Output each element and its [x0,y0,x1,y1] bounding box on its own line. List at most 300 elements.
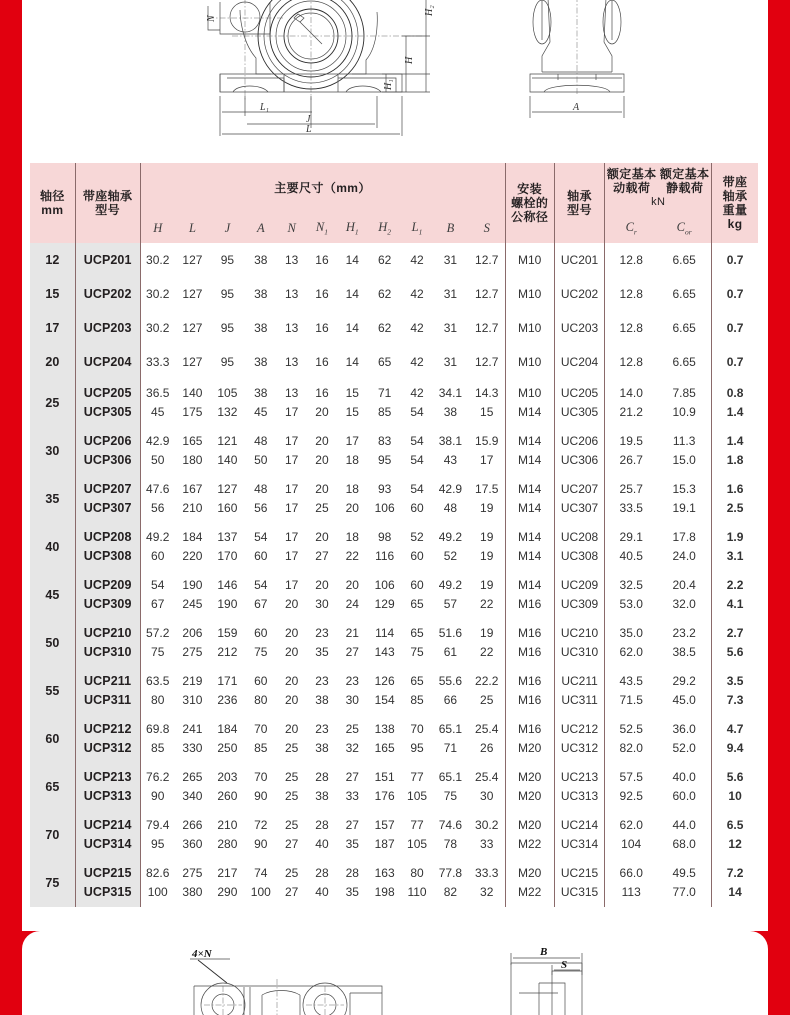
cell-dynamic-load-rating-value: 82.0 [619,741,643,755]
cell-bearing-unit-number [75,379,140,427]
cell-dynamic-load-rating-value: 104 [621,837,642,851]
cell-dim-L1 [402,475,432,523]
cell-mounting-bolt-value: M16 [518,722,542,737]
cell-mounting-bolt [505,379,554,427]
cell-dim-L-value: 220 [182,549,203,563]
cell-dim-H1-value: 18 [345,530,359,545]
cell-static-load-rating-value: 19.1 [672,501,696,515]
cell-dim-L-value: 266 [182,818,203,833]
cell-dynamic-load-rating-value: 12.8 [619,287,643,301]
cell-dim-L1 [402,427,432,475]
cell-bearing-number-value: UC208 [560,530,599,545]
cell-dynamic-load-rating [605,715,657,763]
cell-dim-L-value: 206 [182,626,203,641]
cell-static-load-rating-value: 38.5 [672,645,696,659]
cell-dim-H1 [337,859,367,907]
cell-dim-S [469,859,505,907]
cell-dim-B-value: 48 [443,501,458,515]
cell-dim-N-value: 17 [284,453,299,467]
cell-dim-N1-value: 27 [315,549,329,563]
cell-static-load-rating-value: 68.0 [672,837,696,851]
cell-dim-A [245,427,277,475]
cell-dim-N-value: 17 [284,578,299,593]
cell-bearing-number-value: UC206 [560,434,599,449]
cell-dim-L-value: 184 [182,530,203,545]
cell-dim-H2-value: 129 [374,597,395,611]
cell-static-load-rating-value: 52.0 [672,741,696,755]
cell-dim-L1-value: 52 [410,530,424,545]
cell-dim-N1 [307,311,338,345]
svg-text:A: A [573,102,580,113]
cell-dim-N1 [307,715,338,763]
cell-dim-N [277,715,307,763]
cell-dim-H-value: 30.2 [146,287,170,301]
cell-dim-H1 [337,311,367,345]
cell-dim-N [277,811,307,859]
cell-dim-H-value: 50 [151,453,165,467]
cell-dim-B [432,427,469,475]
cell-dim-L-value: 175 [182,405,203,419]
cell-bearing-unit-number [75,277,140,311]
th-main-dimensions: 主要尺寸（mm） [140,163,505,213]
cell-weight-value: 12 [728,837,742,851]
cell-static-load-rating [657,763,711,811]
cell-dim-S-value: 14.3 [475,386,499,401]
cell-dim-N [277,475,307,523]
cell-dim-H2 [367,763,402,811]
cell-bearing-number [554,345,604,379]
cell-dim-S-value: 19 [480,501,494,515]
cell-dim-J [210,345,245,379]
cell-dim-A-value: 90 [254,789,268,803]
cell-weight [712,571,758,619]
th-static-load: 额定基本 静载荷 [659,166,710,196]
cell-static-load-rating-value: 77.0 [672,885,696,899]
cell-weight [712,715,758,763]
cell-dim-H1 [337,379,367,427]
cell-dim-J-value: 184 [217,722,238,737]
cell-dim-S [469,667,505,715]
cell-weight-value: 1.6 [726,482,744,497]
cell-weight [712,619,758,667]
cell-dynamic-load-rating-value: 57.5 [619,770,643,785]
cell-dim-J [210,619,245,667]
cell-dim-N1-value: 20 [315,530,329,545]
cell-dim-L1 [402,345,432,379]
cell-weight [712,243,758,277]
cell-dim-A [245,277,277,311]
cell-dim-S-value: 25 [480,693,494,707]
cell-dim-L-value: 210 [182,501,203,515]
cell-dim-B-value: 49.2 [438,578,463,593]
cell-weight [712,345,758,379]
cell-dim-H2-value: 62 [377,253,392,267]
cell-static-load-rating-value: 15.3 [672,482,696,497]
cell-dim-L1-value: 60 [410,549,424,563]
cell-static-load-rating-value: 29.2 [672,674,696,689]
cell-bearing-number-value: UC305 [560,405,599,419]
cell-dim-H-value: 56 [151,501,165,515]
svg-text:J: J [306,114,311,125]
cell-dim-J-value: 146 [217,578,238,593]
cell-dim-B-value: 51.6 [438,626,463,641]
cell-dim-A-value: 80 [254,693,268,707]
table-row [30,345,758,379]
cell-bearing-number [554,311,604,345]
cell-dynamic-load-rating-value: 113 [621,885,641,899]
cell-dim-N1-value: 16 [315,321,329,335]
cell-dim-H2-value: 106 [374,578,395,593]
th-bearing-unit-weight: 带座 轴承 重量 kg [712,163,758,243]
cell-static-load-rating [657,715,711,763]
cell-bearing-number-value: UC308 [560,549,599,563]
cell-weight-value: 7.3 [726,693,744,707]
cell-shaft-diameter: 70 [30,811,75,859]
cell-dim-N1 [307,667,338,715]
cell-dim-H2-value: 176 [374,789,395,803]
cell-dynamic-load-rating-value: 53.0 [619,597,643,611]
cell-dim-H-value: 82.6 [146,866,170,881]
cell-dim-S [469,475,505,523]
cell-dim-N1-value: 38 [315,789,329,803]
cell-dim-A-value: 38 [254,386,268,401]
cell-bearing-unit-number [75,571,140,619]
cell-static-load-rating-value: 49.5 [672,866,696,881]
cell-dim-A [245,571,277,619]
cell-dim-J-value: 95 [220,321,235,335]
cell-dim-H [140,667,175,715]
cell-dim-L-value: 165 [182,434,203,449]
cell-dim-H-value: 76.2 [146,770,170,785]
table-row [30,311,758,345]
cell-dim-S-value: 19 [480,549,494,563]
cell-dim-A [245,345,277,379]
cell-dim-A-value: 72 [254,818,268,833]
cell-dim-S-value: 12.7 [475,287,499,301]
cell-dim-N1 [307,811,338,859]
cell-dynamic-load-rating [605,427,657,475]
table-body [30,243,758,907]
cell-mounting-bolt-value: M16 [518,693,542,707]
cell-dim-A-value: 67 [254,597,268,611]
cell-dim-H-value: 85 [151,741,165,755]
cell-dim-S-value: 30.2 [475,818,499,833]
cell-mounting-bolt-value: M20 [518,866,542,881]
cell-dim-S-value: 32 [480,885,494,899]
cell-dim-L1 [402,763,432,811]
table-row [30,811,758,859]
cell-mounting-bolt-value: M20 [518,789,542,803]
svg-text:B: B [540,946,548,958]
cell-dim-N1-value: 40 [315,885,329,899]
svg-text:H: H [404,56,415,64]
cell-dim-N1-value: 16 [315,355,329,369]
cell-dim-L-value: 330 [182,741,203,755]
cell-dim-N1 [307,379,338,427]
cell-weight [712,277,758,311]
cell-dynamic-load-rating-value: 52.5 [619,722,643,737]
cell-dim-H-value: 95 [151,837,165,851]
cell-dim-S [469,763,505,811]
cell-dim-L1-value: 54 [410,453,424,467]
cell-mounting-bolt [505,345,554,379]
cell-mounting-bolt-value: M14 [518,530,542,545]
cell-dim-S [469,427,505,475]
cell-bearing-unit-number-value: UCP212 [83,721,132,736]
cell-dim-A-value: 75 [254,645,268,659]
cell-dim-A-value: 70 [254,722,268,737]
cell-weight-value: 4.7 [726,722,744,737]
cell-dim-A-value: 54 [254,578,268,593]
cell-dim-J [210,523,245,571]
cell-mounting-bolt-value: M16 [518,645,542,659]
cell-dim-N1-value: 16 [315,253,329,267]
cell-dim-J [210,311,245,345]
cell-dim-H1 [337,763,367,811]
cell-dim-A [245,763,277,811]
cell-bearing-number-value: UC309 [560,597,599,611]
cell-dim-J-value: 160 [217,501,238,515]
cell-dim-H2-value: 106 [374,501,395,515]
cell-mounting-bolt-value: M14 [518,434,542,449]
cell-dim-H2 [367,523,402,571]
cell-dynamic-load-rating-value: 62.0 [619,645,643,659]
cell-dim-N1-value: 28 [315,818,329,833]
cell-dim-H-value: 100 [147,885,168,899]
cell-dim-B-value: 34.1 [438,386,463,401]
cell-bearing-unit-number [75,523,140,571]
cell-dim-N1-value: 40 [315,837,329,851]
cell-bearing-number [554,859,604,907]
cell-shaft-diameter: 55 [30,667,75,715]
cell-dim-B-value: 71 [443,741,458,755]
cell-dynamic-load-rating-value: 26.7 [619,453,643,467]
table-header-row-1 [30,163,758,213]
cell-dim-L-value: 360 [182,837,203,851]
cell-dim-N1 [307,859,338,907]
cell-bearing-number [554,715,604,763]
cell-dim-N-value: 17 [284,434,299,449]
cell-dynamic-load-rating-value: 71.5 [619,693,643,707]
cell-dim-L1-value: 54 [410,405,424,419]
cell-weight [712,311,758,345]
cell-dim-L-value: 167 [182,482,203,497]
cell-dim-L-value: 127 [182,355,203,369]
cell-static-load-rating [657,427,711,475]
cell-static-load-rating [657,475,711,523]
cell-dim-N-value: 20 [284,626,299,641]
table-row [30,277,758,311]
table-row [30,667,758,715]
cell-dim-H-value: 49.2 [146,530,170,545]
cell-static-load-rating-value: 7.85 [672,386,696,401]
cell-static-load-rating-value: 17.8 [672,530,696,545]
cell-dim-N [277,243,307,277]
cell-dim-B-value: 43 [443,453,458,467]
cell-dynamic-load-rating-value: 62.0 [619,818,643,833]
cell-shaft-diameter: 45 [30,571,75,619]
cell-mounting-bolt-value: M14 [518,578,542,593]
cell-dim-N-value: 13 [284,355,299,369]
cell-dim-N-value: 13 [284,287,299,301]
cell-mounting-bolt-value: M14 [518,482,542,497]
cell-dim-A [245,667,277,715]
cell-bearing-unit-number-value: UCP210 [83,625,132,640]
cell-dim-N1-value: 28 [315,866,329,881]
cell-dim-L1 [402,311,432,345]
cell-bearing-unit-number-value: UCP208 [83,529,132,544]
cell-dim-H2 [367,811,402,859]
cell-dim-N1 [307,571,338,619]
cell-dim-H [140,619,175,667]
cell-static-load-rating [657,243,711,277]
cell-bearing-unit-number [75,667,140,715]
cell-dim-J-value: 236 [217,693,238,707]
cell-dim-B-value: 31 [443,287,458,301]
cell-mounting-bolt-value: M14 [518,405,542,419]
cell-bearing-number-value: UC207 [560,482,599,497]
cell-dynamic-load-rating-value: 12.8 [619,321,643,335]
table-row [30,763,758,811]
cell-dim-A-value: 45 [254,405,268,419]
cell-dim-H [140,243,175,277]
cell-dynamic-load-rating [605,763,657,811]
cell-dim-S [469,311,505,345]
table-row [30,619,758,667]
cell-dim-B [432,715,469,763]
cell-dim-L-value: 380 [182,885,203,899]
cell-mounting-bolt-value: M16 [518,674,542,689]
cell-dim-S-value: 19 [480,530,494,545]
cell-static-load-rating [657,277,711,311]
cell-dim-A [245,619,277,667]
cell-dim-B [432,619,469,667]
cell-dim-S-value: 25.4 [475,722,499,737]
cell-dim-H-value: 54 [151,578,165,593]
cell-dim-H2-value: 143 [374,645,395,659]
cell-bearing-unit-number-value: UCP204 [83,355,132,369]
cell-dim-H [140,379,175,427]
cell-dim-N1 [307,619,338,667]
cell-dim-J-value: 210 [217,818,238,833]
cell-dim-H-value: 67 [151,597,165,611]
cell-weight [712,379,758,427]
cell-bearing-number-value: UC213 [560,770,599,785]
cell-dim-A [245,859,277,907]
cell-dim-J-value: 95 [220,287,235,301]
cell-dim-S [469,619,505,667]
cell-dim-N [277,763,307,811]
cell-bearing-number [554,277,604,311]
cell-bearing-number-value: UC310 [560,645,599,659]
cell-weight [712,811,758,859]
cell-dim-L1-value: 105 [407,837,428,851]
cell-bearing-number-value: UC204 [560,355,599,369]
cell-dim-N1-value: 20 [315,482,329,497]
cell-dim-H2 [367,475,402,523]
cell-dim-H [140,715,175,763]
cell-dim-J-value: 159 [217,626,238,641]
cell-bearing-unit-number-value: UCP209 [83,577,132,592]
cell-dim-J [210,715,245,763]
cell-dim-L1-value: 85 [410,693,424,707]
cell-dim-N1-value: 35 [315,645,329,659]
th-sym-Cor: $C_{or}$ [657,213,711,243]
cell-dynamic-load-rating-value: 21.2 [619,405,643,419]
cell-dim-N1 [307,277,338,311]
cell-dynamic-load-rating [605,859,657,907]
cell-dim-H2-value: 95 [377,453,392,467]
cell-dim-B [432,379,469,427]
cell-dim-A-value: 60 [254,626,268,641]
svg-text:S: S [561,959,568,971]
cell-weight-value: 2.5 [726,501,744,515]
cell-dim-L [175,427,210,475]
cell-dim-A [245,523,277,571]
cell-dynamic-load-rating [605,571,657,619]
cell-bearing-unit-number [75,811,140,859]
cell-bearing-number-value: UC212 [560,722,599,737]
cell-dim-S-value: 22 [480,597,494,611]
cell-dim-B-value: 61 [443,645,458,659]
cell-dim-S-value: 12.7 [475,355,499,369]
cell-bearing-unit-number-value: UCP205 [83,385,132,400]
cell-bearing-number [554,763,604,811]
th-sym-B: B [432,213,469,243]
cell-dim-L-value: 190 [182,578,203,593]
cell-dim-H1-value: 14 [345,287,359,301]
cell-dim-H1-value: 32 [345,741,359,755]
th-load-ratings: 额定基本 动载荷 额定基本 静载荷 kN [605,163,712,213]
cell-dim-H-value: 47.6 [146,482,170,497]
page-border-left [0,0,22,1015]
cell-dim-B [432,277,469,311]
cell-dim-N1-value: 23 [315,722,329,737]
cell-dim-H1-value: 18 [345,482,359,497]
cell-bearing-number-value: UC314 [560,837,599,851]
cell-dim-L-value: 275 [182,645,203,659]
cell-shaft-diameter: 17 [30,311,75,345]
cell-dim-L1 [402,811,432,859]
cell-dim-N1-value: 38 [315,741,329,755]
cell-dim-S-value: 19 [480,626,494,641]
cell-dim-H1-value: 35 [345,837,359,851]
cell-dim-H2-value: 83 [377,434,392,449]
cell-dim-A-value: 50 [254,453,268,467]
cell-dim-A-value: 38 [254,253,268,267]
cell-dim-H2 [367,345,402,379]
th-sym-J: J [210,213,245,243]
cell-dim-L1-value: 54 [410,434,424,449]
cell-dynamic-load-rating-value: 32.5 [619,578,643,593]
cell-bearing-number [554,811,604,859]
cell-dim-H1-value: 20 [345,501,359,515]
cell-dim-L1-value: 54 [410,482,424,497]
cell-shaft-diameter: 15 [30,277,75,311]
cell-dim-B [432,763,469,811]
th-dynamic-load: 额定基本 动载荷 [606,166,657,196]
cell-mounting-bolt-value: M10 [518,253,542,267]
cell-bearing-number-value: UC202 [560,287,599,301]
cell-static-load-rating-value: 10.9 [672,405,696,419]
cell-dim-J [210,379,245,427]
cell-dim-S-value: 15.9 [475,434,499,449]
cell-dim-B-value: 42.9 [438,482,463,497]
cell-dim-B [432,811,469,859]
cell-static-load-rating-value: 60.0 [672,789,696,803]
cell-dim-L [175,475,210,523]
cell-dim-L [175,715,210,763]
